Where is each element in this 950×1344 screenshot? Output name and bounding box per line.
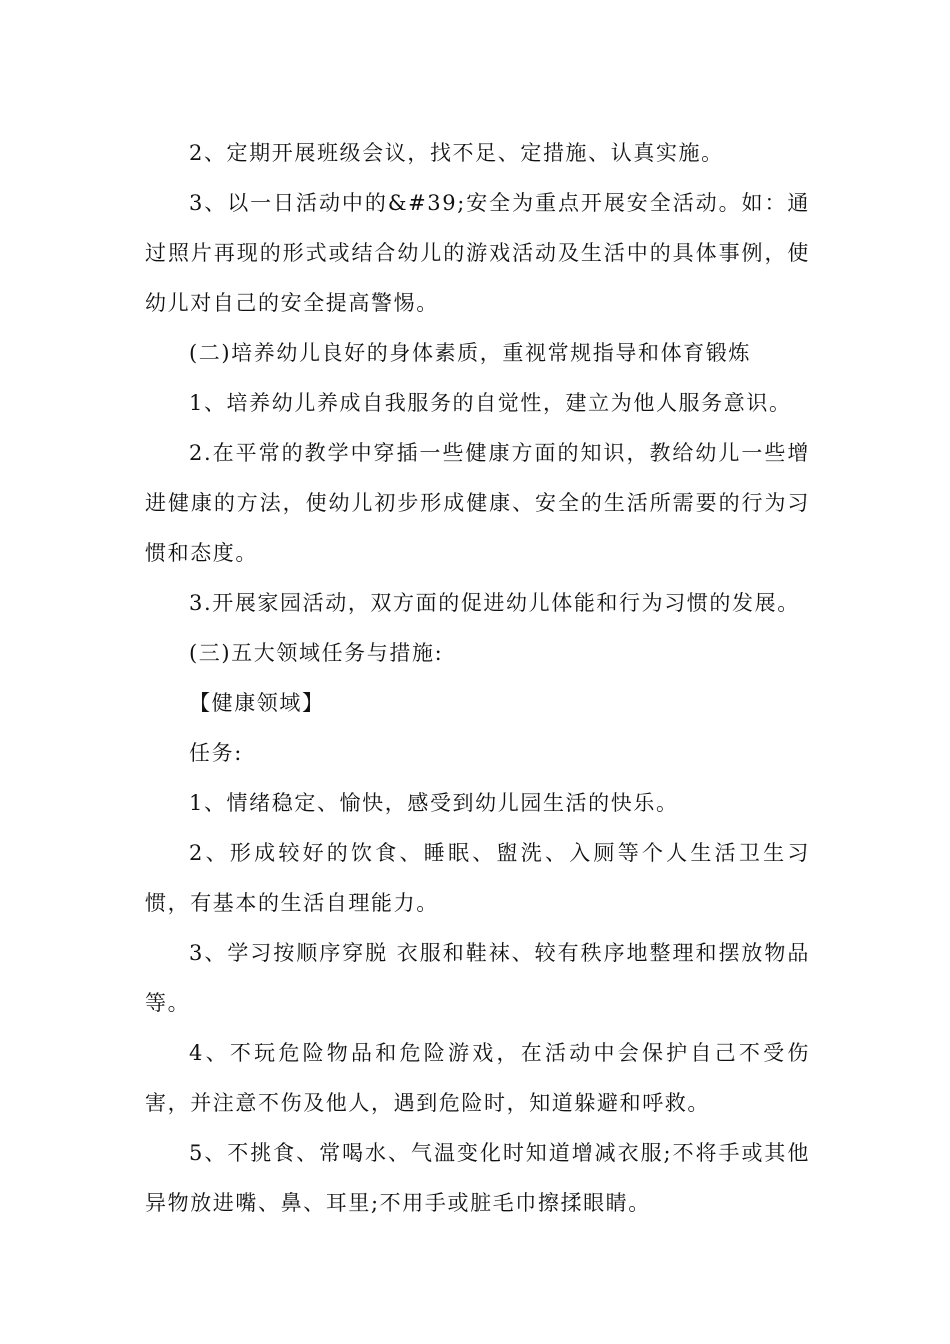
- tasks-label: 任务:: [189, 741, 243, 765]
- paragraph-self-service: 1、培养幼儿养成自我服务的自觉性，建立为他人服务意识。: [189, 391, 792, 415]
- task-item-3: 3、学习按顺序穿脱 衣服和鞋袜、较有秩序地整理和摆放物品等。: [145, 941, 810, 1015]
- task-item-4: 4、不玩危险物品和危险游戏，在活动中会保护自己不受伤害，并注意不伤及他人，遇到危险时，知道躲避和呼救。: [145, 1041, 810, 1115]
- task-item-1: 1、情绪稳定、愉快，感受到幼儿园生活的快乐。: [189, 791, 679, 815]
- section-heading-five-domains: (三)五大领域任务与措施:: [189, 641, 444, 665]
- task-item-5: 5、不挑食、常喝水、气温变化时知道增减衣服;不将手或其他异物放进嘴、鼻、耳里;不用手或脏毛巾擦揉眼睛。: [145, 1141, 810, 1215]
- paragraph-meeting: 2、定期开展班级会议，找不足、定措施、认真实施。: [189, 141, 724, 165]
- task-item-2: 2、形成较好的饮食、睡眠、盥洗、入厕等个人生活卫生习惯，有基本的生活自理能力。: [145, 841, 810, 915]
- document-body: [145, 128, 810, 1228]
- paragraph-home-school: 3.开展家园活动，双方面的促进幼儿体能和行为习惯的发展。: [189, 591, 800, 615]
- paragraph-safety-activities: 3、以一日活动中的&#39;安全为重点开展安全活动。如：通过照片再现的形式或结合幼儿的游戏活动及生活中的具体事例，使幼儿对自己的安全提高警惕。: [145, 191, 810, 315]
- paragraph-health-knowledge: 2.在平常的教学中穿插一些健康方面的知识，教给幼儿一些增进健康的方法，使幼儿初步形成健康、安全的生活所需要的行为习惯和态度。: [145, 441, 810, 565]
- domain-heading-health: 【健康领域】: [189, 691, 325, 715]
- section-heading-physical-quality: (二)培养幼儿良好的身体素质，重视常规指导和体育锻炼: [189, 341, 751, 365]
